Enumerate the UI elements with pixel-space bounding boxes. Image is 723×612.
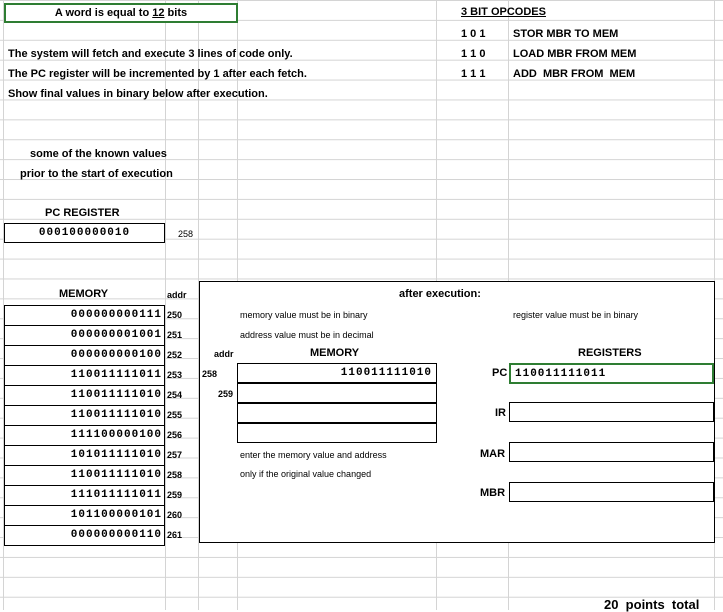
memory-cell-value[interactable]: 000000000100: [4, 345, 165, 366]
opcodes-title: 3 BIT OPCODES: [461, 6, 546, 18]
after-memory-label: MEMORY: [310, 347, 360, 359]
after-mem-value-4[interactable]: [237, 423, 437, 443]
memory-cell-value[interactable]: 111011111011: [4, 485, 165, 506]
after-mem-addr-2: 259: [218, 389, 234, 399]
opcode-desc-1: STOR MBR TO MEM: [513, 28, 619, 40]
enter-note-2: only if the original value changed: [240, 469, 372, 479]
memory-cell-addr: 250: [167, 310, 183, 320]
after-execution-title: after execution:: [399, 288, 481, 300]
memory-cell-value[interactable]: 000000000110: [4, 525, 165, 546]
memory-cell-addr: 252: [167, 350, 183, 360]
opcode-code-3: 1 1 1: [461, 68, 486, 80]
memory-cell-addr: 254: [167, 390, 183, 400]
register-mbr-label: MBR: [480, 487, 506, 499]
note-memory-binary: memory value must be in binary: [240, 310, 368, 320]
instruction-1: The system will fetch and execute 3 lines of code only.: [8, 48, 293, 60]
register-ir-value[interactable]: [509, 402, 714, 422]
instruction-2: The PC register will be incremented by 1 after each fetch.: [8, 68, 307, 80]
after-mem-value-1[interactable]: 110011111010: [237, 363, 437, 383]
memory-cell-value[interactable]: 110011111010: [4, 385, 165, 406]
register-pc-value[interactable]: 110011111011: [509, 363, 714, 384]
points-total: 20 points total: [604, 597, 700, 612]
memory-cell-value[interactable]: 000000000111: [4, 305, 165, 326]
instruction-3: Show final values in binary below after execution.: [8, 88, 268, 100]
word-size-prefix: A word is equal to: [54, 7, 153, 19]
word-size-bits: 12: [152, 7, 165, 19]
note-register-binary: register value must be in binary: [513, 310, 639, 320]
note-address-decimal: address value must be in decimal: [240, 330, 374, 340]
after-addr-label: addr: [214, 349, 234, 359]
opcode-code-1: 1 0 1: [461, 28, 486, 40]
register-pc-label: PC: [492, 367, 508, 379]
opcode-code-2: 1 1 0: [461, 48, 486, 60]
memory-addr-label: addr: [167, 290, 187, 300]
memory-label: MEMORY: [59, 288, 109, 300]
known-values-line2: prior to the start of execution: [20, 168, 173, 180]
enter-note-1: enter the memory value and address: [240, 450, 387, 460]
opcode-desc-2: LOAD MBR FROM MEM: [513, 48, 637, 60]
register-ir-label: IR: [495, 407, 506, 419]
memory-cell-addr: 257: [167, 450, 183, 460]
memory-cell-addr: 258: [167, 470, 183, 480]
memory-cell-addr: 251: [167, 330, 183, 340]
memory-cell-addr: 256: [167, 430, 183, 440]
after-mem-value-3[interactable]: [237, 403, 437, 423]
memory-cell-value[interactable]: 101100000101: [4, 505, 165, 526]
register-mar-label: MAR: [480, 448, 506, 460]
register-mbr-value[interactable]: [509, 482, 714, 502]
memory-cell-addr: 259: [167, 490, 183, 500]
memory-cell-value[interactable]: 000000001001: [4, 325, 165, 346]
word-size-box: [4, 3, 238, 23]
memory-cell-value[interactable]: 111100000100: [4, 425, 165, 446]
opcode-desc-3: ADD MBR FROM MEM: [513, 68, 636, 80]
memory-cell-value[interactable]: 110011111010: [4, 405, 165, 426]
pc-register-decimal: 258: [178, 229, 194, 239]
pc-register-value[interactable]: 000100000010: [4, 223, 165, 243]
memory-cell-value[interactable]: 101011111010: [4, 445, 165, 466]
word-size-suffix: bits: [164, 7, 188, 19]
memory-cell-addr: 260: [167, 510, 183, 520]
after-mem-value-2[interactable]: [237, 383, 437, 403]
registers-label: REGISTERS: [578, 347, 642, 359]
pc-register-label: PC REGISTER: [45, 207, 120, 219]
after-mem-addr-1: 258: [202, 369, 218, 379]
known-values-line1: some of the known values: [30, 148, 167, 160]
memory-cell-value[interactable]: 110011111011: [4, 365, 165, 386]
register-mar-value[interactable]: [509, 442, 714, 462]
memory-cell-value[interactable]: 110011111010: [4, 465, 165, 486]
memory-cell-addr: 255: [167, 410, 183, 420]
memory-cell-addr: 253: [167, 370, 183, 380]
memory-cell-addr: 261: [167, 530, 183, 540]
